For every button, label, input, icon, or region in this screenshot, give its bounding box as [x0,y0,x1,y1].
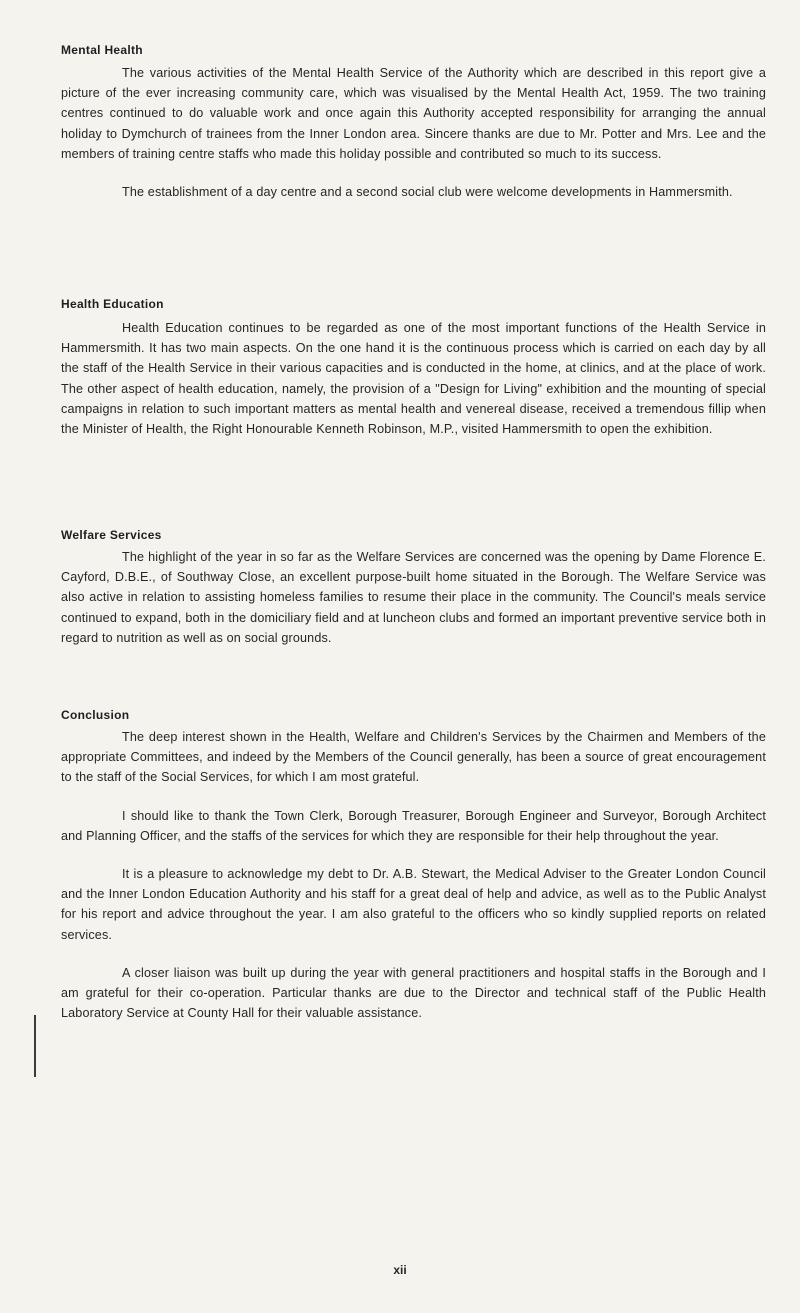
paragraph: The deep interest shown in the Health, Welfare and Children's Services by the Chairmen and Members of the appropriate Committees, and indeed by the Members of the Council generally, has been a source of great encouragement to the staff of the Social Services, for which I am most grateful. [61,730,766,785]
section-heading: Mental Health [61,43,143,57]
paragraph: I should like to thank the Town Clerk, Borough Treasurer, Borough Engineer and Surveyor, Borough Architect and Planning Officer, and the staffs of the services for which they are responsible for their help throughout the year. [61,808,766,843]
section-heading: Health Education [61,297,164,311]
margin-rule [34,1015,36,1077]
paragraph: The highlight of the year in so far as the Welfare Services are concerned was the opening by Dame Florence E. Cayford, D.B.E., of Southway Close, an excellent purpose-built home situated in the Borough. The Welfare Service was also active in relation to assisting homeless families to resume their place in the community. The Council's meals service continued to expand, both in the domiciliary field and at luncheon clubs and formed an important preventive service both in regard to nutrition as well as on social grounds. [61,550,766,645]
paragraph: The various activities of the Mental Health Service of the Authority which are described in this report give a picture of the ever increasing community care, which was visualised by the Mental Health Act, 1959. The two training centres continued to do valuable work and once again this Authority accepted responsibility for arranging the annual holiday to Dymchurch of trainees from the Inner London area. Sincere thanks are due to Mr. Potter and Mrs. Lee and the members of training centre staffs who made this holiday possible and contributed so much to its success. [61,66,766,161]
section-mental-health [61,42,766,202]
paragraph: The establishment of a day centre and a second social club were welcome developments in Hammersmith. [122,185,733,200]
page-number: xii [393,1263,407,1277]
paragraph: A closer liaison was built up during the year with general practitioners and hospital staffs in the Borough and I am grateful for their co-operation. Particular thanks are due to the Director and technical staff of the Public Health Laboratory Service at County Hall for their valuable assistance. [61,965,766,1021]
section-health-education [61,296,766,439]
paragraph: Health Education continues to be regarded as one of the most important functions of the Health Service in Hammersmith. It has two main aspects. On the one hand it is the continuous process which is carried on each day by all the staff of the Health Service in their various capacities and is conducted in the home, at clinics, and at the place of work. The other aspect of health education, namely, the provision of a "Design for Living" exhibition and the mounting of special campaigns in relation to such important matters as mental health and venereal disease, received a tremendous fillip when the Minister of Health, the Right Honourable Kenneth Robinson, M.P., visited Hammersmith to open the exhibition. [61,321,766,437]
paragraph: It is a pleasure to acknowledge my debt to Dr. A.B. Stewart, the Medical Adviser to the Greater London Council and the Inner London Education Authority and his staff for a great deal of help and advice, as well as to the Public Analyst for his report and advice throughout the year. I am also grateful to the officers who so kindly supplied reports on related services. [61,867,766,942]
section-welfare-services [61,527,766,648]
section-heading: Welfare Services [61,528,162,542]
section-conclusion [61,707,766,1023]
section-heading: Conclusion [61,708,130,722]
